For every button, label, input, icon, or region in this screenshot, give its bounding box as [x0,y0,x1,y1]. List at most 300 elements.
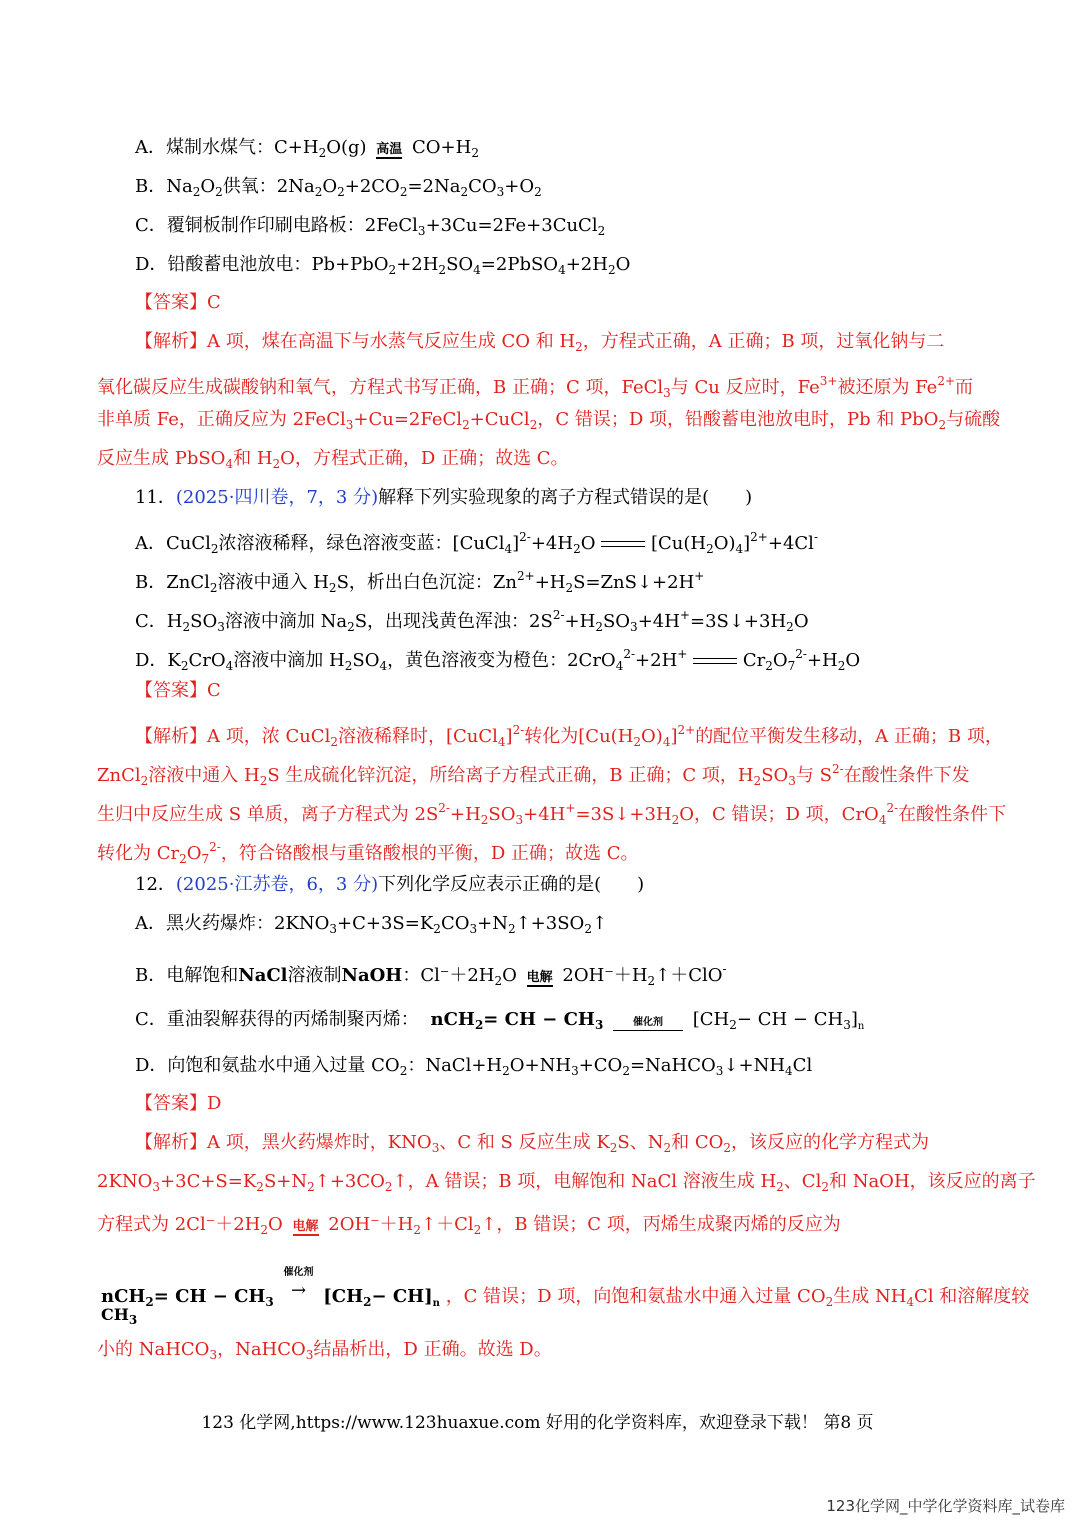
analysis-tag: 【解析】 [135,1132,207,1153]
analysis-text: ，NaHCO [217,1339,306,1360]
question-number: 12． [135,874,176,895]
subscript: 2 [622,1064,630,1078]
q10-option-b: B．$Na_2O_2$供氧：$2Na_2O_2+2CO_2=2Na_2CO_3+O_2$ [135,176,542,199]
subscript: 3 [128,1313,138,1327]
option-text: +4H [530,533,574,554]
analysis-text: 的配位平衡发生移动，A 正确；B 项， [695,726,1003,747]
subscript: 2 [633,735,642,749]
question-stem: 解释下列实验现象的离子方程式错误的是( ) [378,487,753,508]
analysis-text: 在酸性条件下发 [843,765,970,786]
subscript: 2 [609,1141,618,1155]
subscript: 2 [474,1018,484,1032]
option-text: +H [534,572,566,593]
subscript: 3 [663,386,671,400]
analysis-text: 溶液中通入 H [148,765,260,786]
option-text: ↑ [591,913,608,934]
analysis-text: ，C 错误；D 项，向饱和氨盐水中通入过量 CO [445,1286,826,1307]
subscript: 2 [534,185,542,199]
subscript: 4 [225,457,234,471]
option-text: 供氧： [222,176,277,197]
subscript: 2 [259,774,268,788]
analysis-text: S+N [263,1171,308,1192]
option-label: D．K [135,650,181,671]
subscript: n [857,1021,865,1032]
subscript: 2 [471,146,479,160]
subscript: 3 [329,922,338,936]
option-label: B．ZnCl [135,572,210,593]
subscript: 2 [723,1141,732,1155]
subscript: 2 [473,1223,482,1237]
subscript: 2 [384,1180,393,1194]
superscript: 2- [552,608,565,622]
subscript: 2 [573,542,581,556]
subscript: 4 [225,659,234,673]
option-text: +C+3S=K [337,913,434,934]
condition-text: 催化剂 [283,1267,314,1278]
q10-option-c: C．覆铜板制作印刷电路板：2FeCl$_3$+3Cu=2Fe+3CuCl$_2$ [135,215,606,238]
question-source: (2025·江苏卷，6，3 分) [175,874,379,895]
analysis-text: 生归中反应生成 S 单质，离子方程式为 2S [97,804,439,825]
subscript: 2 [786,620,794,634]
subscript: 3 [843,1018,851,1032]
watermark: 123化学网_中学化学资料库_试卷库 [826,1497,1065,1515]
formula-part: [CH [692,1009,730,1030]
q11-answer: 【答案】C [135,680,221,701]
subscript: 2 [663,1141,672,1155]
subscript: 3 [209,1348,218,1362]
option-text: [Cu(H [650,533,707,554]
option-label: D．铅酸蓄电池放电： [135,254,312,275]
option-text: NaCl [238,965,288,986]
analysis-text: 被还原为 Fe [837,377,938,398]
analysis-text: ↑，B 错误；C 项，丙烯生成聚丙烯的反应为 [481,1214,841,1235]
option-text: Cl [792,1055,813,1076]
analysis-text: 和 CO [671,1132,724,1153]
subscript: 2 [938,418,947,432]
subscript: 2 [837,659,846,673]
option-text: ] [512,533,520,554]
option-text: O [580,533,596,554]
subscript: 4 [497,735,506,749]
analysis-text: O，C 错误；D 项，CrO [679,804,879,825]
subscript: 2 [140,774,149,788]
superscript: 3+ [819,374,838,388]
subscript: 2 [765,659,773,673]
subscript: 2 [647,974,656,988]
option-text: 溶液中滴加 H [233,650,345,671]
subscript: 2 [145,1295,154,1309]
q12-analysis-line-4 [101,1266,1029,1316]
analysis-text: +4H [523,804,566,825]
page-footer: 123 化学网,https://www.123huaxue.com 好用的化学资料库，欢迎登录下载！ 第8 页 [201,1413,874,1433]
analysis-text: +3C+S=K [160,1171,257,1192]
q10-option-a [135,136,479,165]
subscript: 3 [630,620,638,634]
condition-text: 电解 [526,970,553,985]
option-text: 2OH⁻＋H [562,965,648,986]
condition-bar [527,985,553,987]
subscript: 3 [594,1018,604,1032]
analysis-text: O [186,843,202,864]
option-text: 浓溶液稀释，绿色溶液变蓝：[CuCl [218,533,505,554]
option-label: A．CuCl [135,533,211,554]
superscript: + [677,647,688,661]
condition-bar [613,1030,683,1031]
superscript: + [679,608,690,622]
formula-part: − CH] [371,1286,433,1307]
subscript: 2 [399,185,408,199]
q11-analysis-line-3 [97,796,1006,832]
subscript: 2 [597,224,606,238]
propylene-formula [431,1009,604,1030]
analysis-tag: 【解析】 [135,726,207,747]
subscript: 2 [595,620,603,634]
superscript: 2- [886,801,899,815]
analysis-text: =3S↓+3H [575,804,672,825]
condition-high-temp [372,143,406,159]
q11-option-b [135,564,704,600]
option-text: ] [743,533,751,554]
subscript: 3 [152,1180,161,1194]
option-label: A．煤制水煤气： [135,137,274,158]
analysis-text: 反应生成 PbSO [97,448,226,469]
subscript: 4 [379,659,388,673]
analysis-text: 、Cl [783,1171,822,1192]
option-text: CrO [188,650,226,671]
option-text: S，析出白色沉淀：Zn [336,572,517,593]
option-text: SO [190,611,218,632]
option-text: ，黄色溶液变为橙色：2CrO [387,650,616,671]
formula-part: nCH [430,1009,475,1030]
subscript: 2 [337,185,345,199]
formula-part: = CH − CH [483,1009,595,1030]
subscript: 2 [438,263,447,277]
subscript: 2 [494,974,503,988]
methyl-branch [101,1303,137,1332]
subscript: 2 [388,263,397,277]
subscript: 2 [729,1018,737,1032]
analysis-text: A 项，黑火药爆炸时，KNO [207,1132,432,1153]
q10-option-d: D．铅酸蓄电池放电：$Pb+PbO_2+2H_2SO_4=2PbSO_4+2H_2O$ [135,254,631,277]
option-text: S，出现浅黄色浑浊：2S [354,611,553,632]
analysis-text: ，符合铬酸根与重铬酸根的平衡，D 正确；故选 C。 [220,843,639,864]
analysis-text: 、C 和 S 反应生成 K [439,1132,610,1153]
equation-part: O [200,176,216,197]
subscript: 2 [507,922,516,936]
analysis-tag: 【解析】 [135,331,207,352]
subscript: 2 [671,813,680,827]
equilibrium-arrow [601,539,645,549]
superscript: 2+ [677,723,696,737]
analysis-text: ↑+3CO [314,1171,385,1192]
option-text: O [772,650,788,671]
q12-stem [135,873,644,897]
q12-answer: 【答案】D [135,1093,222,1114]
subscript: 3 [469,922,478,936]
option-text: +4Cl [767,533,814,554]
superscript: 2- [209,840,221,854]
q11-option-d [135,642,860,678]
q12-option-d [135,1054,812,1083]
subscript: 2 [529,418,538,432]
subscript: 4 [662,735,671,749]
formula-part: CH [101,1305,129,1324]
analysis-text: 小的 NaHCO [97,1339,210,1360]
condition-bar [293,1234,319,1236]
subscript: 2 [260,1223,268,1237]
analysis-text: ↑，A 错误；B 项，电解饱和 NaCl 溶液生成 H [392,1171,777,1192]
subscript: 2 [182,620,191,634]
subscript: 3 [515,813,524,827]
q12-analysis-line-3 [97,1213,841,1242]
analysis-text: +Cu=2FeCl [353,409,463,430]
arrow: → [290,1280,307,1301]
option-text: O [502,965,517,986]
subscript: 2 [565,581,574,595]
superscript: 2- [438,801,450,815]
catalyst-arrow [280,1266,318,1303]
subscript: 2 [502,1064,510,1078]
option-label: C．覆铜板制作印刷电路板： [135,215,365,236]
subscript: 7 [787,659,796,673]
option-text: +N [477,913,508,934]
option-text: ：Cl⁻＋2H [402,965,495,986]
catalyst-arrow [609,1016,687,1031]
subscript: 2 [307,1180,315,1194]
option-text: O) [713,533,736,554]
superscript: 2- [623,647,636,661]
superscript: 2- [795,647,807,661]
option-text: CO [440,913,470,934]
subscript: 2 [314,185,323,199]
subscript: 3 [217,620,225,634]
analysis-text: 结晶析出，D 正确。故选 D。 [313,1339,552,1360]
analysis-text: ，C 错误；D 项，铅酸蓄电池放电时，Pb 和 PbO [537,409,939,430]
superscript: + [694,569,705,583]
subscript: 3 [345,418,354,432]
option-text: ：NaCl+H [407,1055,503,1076]
q12-option-c [135,1008,864,1039]
analysis-text: 氧化碳反应生成碳酸钠和氧气，方程式书写正确，B 正确；C 项，FeCl [97,377,664,398]
analysis-text: 与硫酸 [946,409,1001,430]
condition-text: 催化剂 [633,1017,664,1028]
analysis-text: SO [761,765,789,786]
superscript: 2- [519,530,531,544]
analysis-text: S、N [617,1132,664,1153]
subscript: 2 [330,735,338,749]
q10-analysis-line-3 [97,408,1000,437]
option-text: 溶液中滴加 Na [224,611,348,632]
subscript: 2 [433,922,441,936]
analysis-text: 2KNO [97,1171,153,1192]
analysis-text: 方程式为 2Cl⁻＋2H [97,1214,261,1235]
option-text: +4H [637,611,680,632]
analysis-text: O) [641,726,663,747]
formula-part: = CH − CH [153,1286,266,1307]
q11-analysis-line-4 [97,835,639,871]
subscript: 4 [615,659,624,673]
option-label: B．Na [135,176,193,197]
analysis-text: O，方程式正确，D 正确；故选 C。 [280,448,569,469]
analysis-text: ] [505,726,513,747]
subscript: 2 [825,1295,834,1309]
subscript: 2 [344,659,353,673]
analysis-text: 与 S [795,765,832,786]
subscript: 2 [776,1180,784,1194]
q12-analysis-line-5 [97,1338,552,1367]
subscript: 2 [180,659,189,673]
subscript: 3 [571,1064,579,1078]
subscript: 3 [788,774,796,788]
formula-part: − CH − CH [736,1009,844,1030]
superscript: 2+ [750,530,768,544]
equilibrium-arrow [693,656,737,666]
superscript: 2+ [937,374,956,388]
option-text: S=ZnS↓+2H [573,572,695,593]
analysis-text: +H [449,804,481,825]
subscript: 2 [399,1064,408,1078]
option-text: ↑+3SO [515,913,585,934]
subscript: 3 [417,224,426,238]
analysis-text: S 生成硫化锌沉淀，所给离子方程式正确，B 正确；C 项，H [267,765,754,786]
subscript: 2 [210,542,219,556]
superscript: - [722,962,727,976]
subscript: 7 [201,852,210,866]
question-stem: 下列化学反应表示正确的是( ) [378,874,645,895]
option-text: +H [564,611,596,632]
superscript: 2- [512,723,525,737]
q10-answer: 【答案】C [135,292,221,313]
q11-option-a [135,525,818,561]
option-text: 溶液制 [287,965,342,986]
subscript: 2 [179,852,187,866]
subscript: 2 [347,620,355,634]
superscript: 2+ [517,569,535,583]
analysis-text: A 项，浓 CuCl [207,726,331,747]
option-text: Cr [742,650,766,671]
condition-text: 电解 [292,1219,319,1234]
subscript: 2 [753,774,762,788]
analysis-text: ，该反应的化学方程式为 [731,1132,930,1153]
analysis-text: 和 H [233,448,273,469]
option-text: NaOH [341,965,403,986]
equation-part: 2Na [276,176,315,197]
superscript: 2- [831,762,844,776]
equation-part: C+H [274,137,319,158]
formula-part: ] [850,1009,858,1030]
option-label: C．H [135,611,183,632]
subscript: 3 [265,1295,274,1309]
option-text: SO [352,650,380,671]
analysis-text: 转化为 Cr [97,843,180,864]
subscript: 3 [305,1348,314,1362]
analysis-text: 溶液稀释时，[CuCl [337,726,498,747]
q10-analysis-line-1 [135,330,944,359]
option-text: +CO [578,1055,623,1076]
subscript: 2 [575,340,583,354]
analysis-text: 生成 NH [833,1286,907,1307]
analysis-text: 2OH⁻＋H [328,1214,414,1235]
analysis-text: 转化为[Cu(H [524,726,634,747]
subscript: 2 [363,1295,372,1309]
option-text: O [793,611,809,632]
subscript: 2 [480,813,489,827]
subscript: 2 [209,581,218,595]
q12-option-a [135,912,607,941]
option-text: ↑＋ClO [655,965,723,986]
analysis-text: A 项，煤在高温下与水蒸气反应生成 CO 和 H [207,331,576,352]
question-source: (2025·四川卷，7，3 分) [175,487,379,508]
polypropylene-formula [323,1286,440,1307]
subscript: 4 [906,1295,915,1309]
analysis-text: Cl 和溶解度较 [914,1286,1030,1307]
analysis-text: 非单质 Fe，正确反应为 2FeCl [97,409,346,430]
analysis-text: 而 [955,377,974,398]
analysis-text: 和 NaOH，该反应的离子 [828,1171,1036,1192]
q11-option-c [135,603,809,639]
formula-part: nCH [101,1286,146,1307]
subscript: 2 [318,146,327,160]
q11-analysis-line-2 [97,757,970,793]
option-text: O [845,650,861,671]
condition-bar [376,157,402,159]
q12-option-b [135,957,727,993]
option-text: =3S↓+3H [689,611,787,632]
analysis-text: 与 Cu 反应时，Fe [670,377,820,398]
q12-analysis-line-2 [97,1170,1036,1199]
subscript: 2 [215,185,223,199]
option-label: C．重油裂解获得的丙烯制聚丙烯： [135,1009,419,1030]
equation-part: O(g) [326,137,367,158]
q11-stem [135,486,752,510]
subscript: 4 [504,542,513,556]
condition-text: 高温 [376,142,403,157]
analysis-text: SO [488,804,516,825]
subscript: 4 [878,813,887,827]
subscript: 2 [192,185,201,199]
subscript: n [432,1298,440,1309]
superscript: + [565,801,576,815]
subscript: 2 [462,418,470,432]
subscript: 2 [413,1223,421,1237]
subscript: 2 [607,263,616,277]
subscript: 4 [735,542,744,556]
subscript: 4 [558,263,566,277]
q12-analysis-line-1 [135,1131,929,1160]
option-label: A．黑火药爆炸：2KNO [135,913,330,934]
formula-part: [CH [323,1286,364,1307]
condition-electrolysis [523,971,557,987]
q11-analysis-line-1 [135,718,1003,754]
analysis-text: ，方程式正确，A 正确；B 项，过氧化钠与二 [582,331,945,352]
option-text: +2H [635,650,678,671]
subscript: 2 [584,922,592,936]
analysis-text: 在酸性条件下 [898,804,1007,825]
option-text: SO [602,611,631,632]
analysis-text: +CuCl [469,409,530,430]
analysis-text: ] [670,726,678,747]
subscript: 2 [328,581,337,595]
analysis-text: ↑＋Cl [421,1214,474,1235]
option-label: D．向饱和氨盐水中通入过量 CO [135,1055,400,1076]
option-text: +H [806,650,838,671]
subscript: 3 [715,1064,724,1078]
superscript: - [813,530,818,544]
equation-part: CO+H [412,137,472,158]
subscript: 4 [473,263,481,277]
condition-electrolysis [289,1220,323,1236]
subscript: 2 [460,185,469,199]
